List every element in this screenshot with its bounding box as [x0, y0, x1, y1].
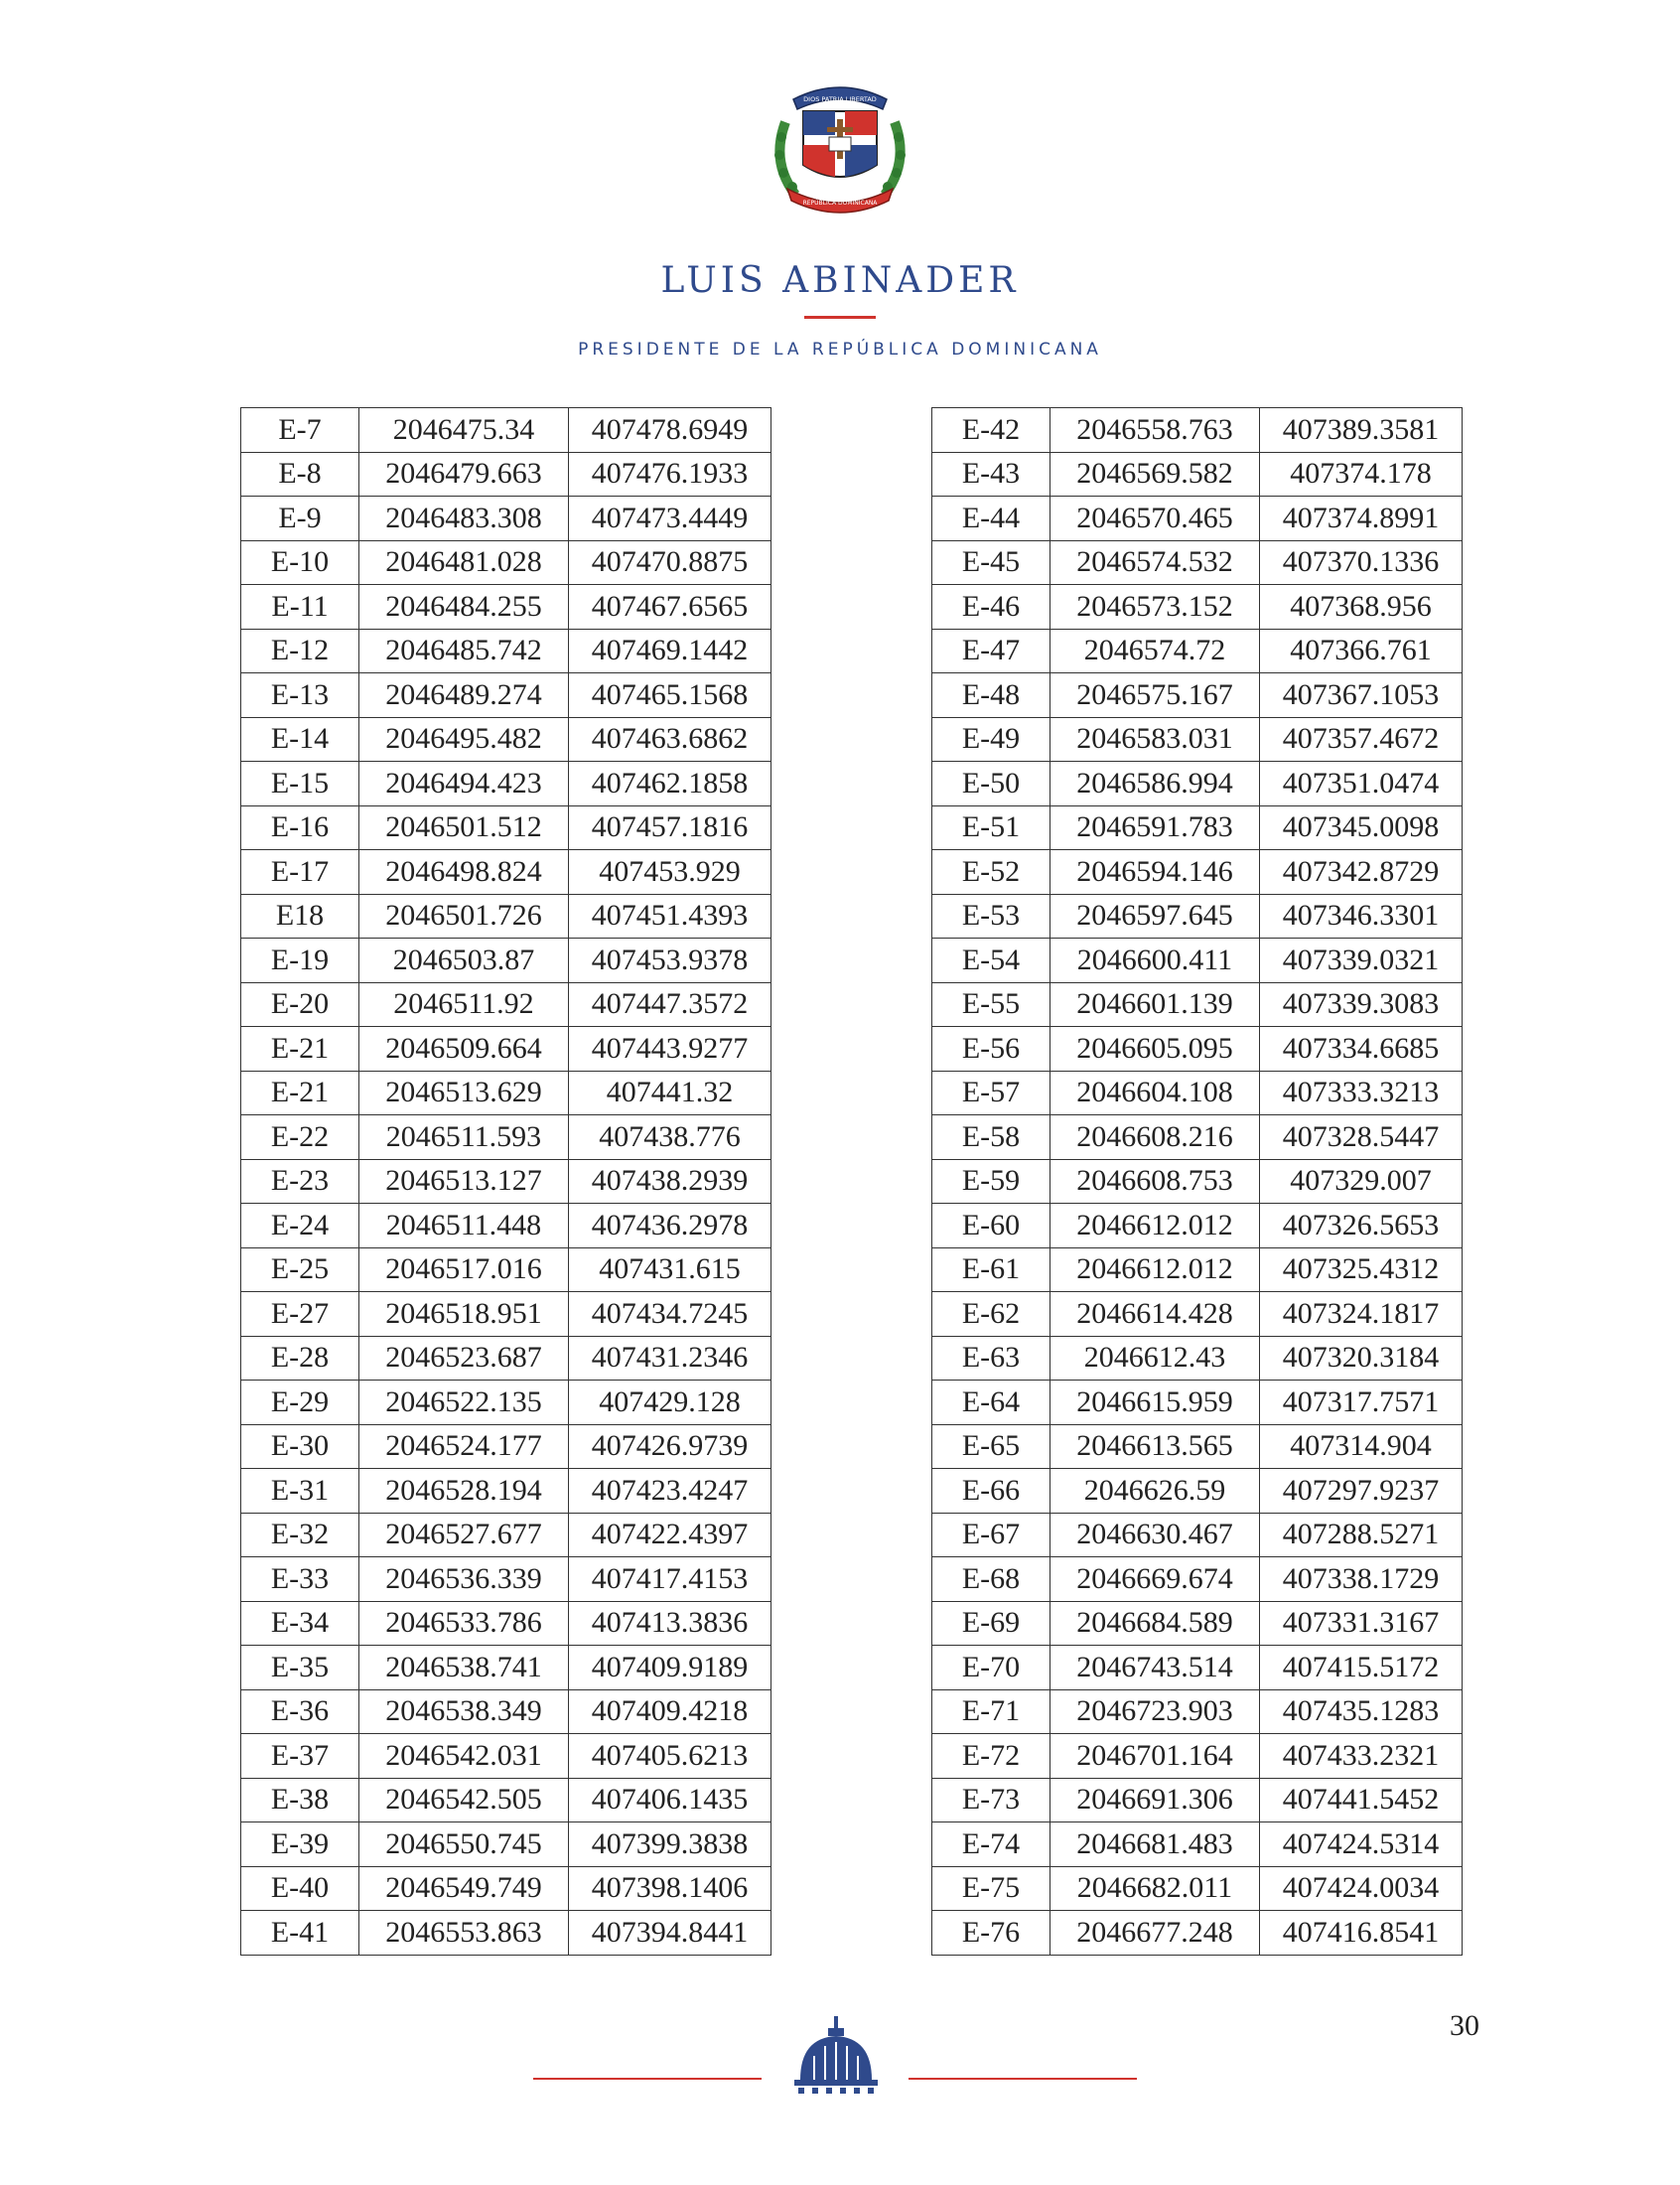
x-coordinate-cell: 2046511.92: [359, 982, 569, 1027]
table-row: [241, 1601, 771, 1646]
point-id-cell: E-28: [241, 1336, 359, 1381]
point-id-cell: E-42: [932, 408, 1050, 453]
x-coordinate-cell: 2046522.135: [359, 1381, 569, 1425]
x-coordinate-cell: 2046608.216: [1050, 1115, 1260, 1160]
point-id-cell: E-29: [241, 1381, 359, 1425]
y-coordinate-cell: 407324.1817: [1260, 1292, 1463, 1337]
point-id-cell: E-58: [932, 1115, 1050, 1160]
point-id-cell: E-57: [932, 1071, 1050, 1115]
x-coordinate-cell: 2046501.512: [359, 805, 569, 850]
y-coordinate-cell: 407441.32: [569, 1071, 771, 1115]
y-coordinate-cell: 407389.3581: [1260, 408, 1463, 453]
footer-rule-left: [533, 2078, 762, 2080]
y-coordinate-cell: 407473.4449: [569, 497, 771, 541]
x-coordinate-cell: 2046605.095: [1050, 1027, 1260, 1072]
page-subtitle: PRESIDENTE DE LA REPÚBLICA DOMINICANA: [578, 340, 1102, 360]
x-coordinate-cell: 2046604.108: [1050, 1071, 1260, 1115]
table-row: [241, 1646, 771, 1690]
y-coordinate-cell: 407465.1568: [569, 673, 771, 718]
x-coordinate-cell: 2046533.786: [359, 1601, 569, 1646]
table-row: [932, 939, 1463, 983]
table-row: [932, 497, 1463, 541]
point-id-cell: E-45: [932, 540, 1050, 585]
point-id-cell: E-50: [932, 762, 1050, 806]
table-row: [241, 1336, 771, 1381]
y-coordinate-cell: 407370.1336: [1260, 540, 1463, 585]
x-coordinate-cell: 2046513.629: [359, 1071, 569, 1115]
table-row: [932, 408, 1463, 453]
y-coordinate-cell: 407320.3184: [1260, 1336, 1463, 1381]
x-coordinate-cell: 2046509.664: [359, 1027, 569, 1072]
table-row: [932, 762, 1463, 806]
table-row: [932, 1159, 1463, 1204]
x-coordinate-cell: 2046574.72: [1050, 629, 1260, 673]
table-row: [241, 894, 771, 939]
table-row: [932, 629, 1463, 673]
coordinates-table-right: [931, 407, 1463, 1956]
table-row: [932, 850, 1463, 895]
x-coordinate-cell: 2046553.863: [359, 1911, 569, 1956]
y-coordinate-cell: 407367.1053: [1260, 673, 1463, 718]
point-id-cell: E-20: [241, 982, 359, 1027]
x-coordinate-cell: 2046549.749: [359, 1866, 569, 1911]
point-id-cell: E-61: [932, 1247, 1050, 1292]
point-id-cell: E-38: [241, 1778, 359, 1822]
point-id-cell: E-14: [241, 717, 359, 762]
y-coordinate-cell: 407399.3838: [569, 1822, 771, 1867]
table-row: [241, 1822, 771, 1867]
point-id-cell: E-46: [932, 585, 1050, 630]
x-coordinate-cell: 2046489.274: [359, 673, 569, 718]
x-coordinate-cell: 2046614.428: [1050, 1292, 1260, 1337]
x-coordinate-cell: 2046475.34: [359, 408, 569, 453]
x-coordinate-cell: 2046538.741: [359, 1646, 569, 1690]
x-coordinate-cell: 2046536.339: [359, 1557, 569, 1602]
table-row: [241, 452, 771, 497]
x-coordinate-cell: 2046513.127: [359, 1159, 569, 1204]
x-coordinate-cell: 2046575.167: [1050, 673, 1260, 718]
y-coordinate-cell: 407331.3167: [1260, 1601, 1463, 1646]
y-coordinate-cell: 407297.9237: [1260, 1469, 1463, 1514]
point-id-cell: E-47: [932, 629, 1050, 673]
table-row: [241, 1027, 771, 1072]
y-coordinate-cell: 407345.0098: [1260, 805, 1463, 850]
table-row: [241, 939, 771, 983]
table-row: [241, 717, 771, 762]
point-id-cell: E-17: [241, 850, 359, 895]
y-coordinate-cell: 407476.1933: [569, 452, 771, 497]
x-coordinate-cell: 2046479.663: [359, 452, 569, 497]
y-coordinate-cell: 407423.4247: [569, 1469, 771, 1514]
table-row: [932, 673, 1463, 718]
table-row: [932, 1513, 1463, 1557]
y-coordinate-cell: 407405.6213: [569, 1734, 771, 1779]
x-coordinate-cell: 2046494.423: [359, 762, 569, 806]
table-row: [932, 452, 1463, 497]
point-id-cell: E-52: [932, 850, 1050, 895]
y-coordinate-cell: 407441.5452: [1260, 1778, 1463, 1822]
y-coordinate-cell: 407409.4218: [569, 1689, 771, 1734]
coat-of-arms-icon: [766, 77, 914, 217]
table-row: [932, 1027, 1463, 1072]
y-coordinate-cell: 407422.4397: [569, 1513, 771, 1557]
point-id-cell: E-76: [932, 1911, 1050, 1956]
point-id-cell: E-21: [241, 1027, 359, 1072]
x-coordinate-cell: 2046483.308: [359, 497, 569, 541]
national-palace-dome-icon: [790, 2014, 882, 2100]
x-coordinate-cell: 2046558.763: [1050, 408, 1260, 453]
x-coordinate-cell: 2046677.248: [1050, 1911, 1260, 1956]
point-id-cell: E-48: [932, 673, 1050, 718]
y-coordinate-cell: 407431.2346: [569, 1336, 771, 1381]
y-coordinate-cell: 407415.5172: [1260, 1646, 1463, 1690]
point-id-cell: E-63: [932, 1336, 1050, 1381]
y-coordinate-cell: 407429.128: [569, 1381, 771, 1425]
y-coordinate-cell: 407417.4153: [569, 1557, 771, 1602]
x-coordinate-cell: 2046583.031: [1050, 717, 1260, 762]
y-coordinate-cell: 407453.9378: [569, 939, 771, 983]
x-coordinate-cell: 2046503.87: [359, 939, 569, 983]
table-row: [932, 894, 1463, 939]
y-coordinate-cell: 407463.6862: [569, 717, 771, 762]
x-coordinate-cell: 2046608.753: [1050, 1159, 1260, 1204]
point-id-cell: E-75: [932, 1866, 1050, 1911]
point-id-cell: E-8: [241, 452, 359, 497]
x-coordinate-cell: 2046550.745: [359, 1822, 569, 1867]
y-coordinate-cell: 407438.776: [569, 1115, 771, 1160]
table-row: [241, 1557, 771, 1602]
x-coordinate-cell: 2046542.031: [359, 1734, 569, 1779]
x-coordinate-cell: 2046528.194: [359, 1469, 569, 1514]
y-coordinate-cell: 407329.007: [1260, 1159, 1463, 1204]
y-coordinate-cell: 407374.178: [1260, 452, 1463, 497]
x-coordinate-cell: 2046612.012: [1050, 1204, 1260, 1248]
table-row: [241, 1115, 771, 1160]
x-coordinate-cell: 2046591.783: [1050, 805, 1260, 850]
x-coordinate-cell: 2046501.726: [359, 894, 569, 939]
point-id-cell: E-54: [932, 939, 1050, 983]
point-id-cell: E-34: [241, 1601, 359, 1646]
y-coordinate-cell: 407334.6685: [1260, 1027, 1463, 1072]
y-coordinate-cell: 407470.8875: [569, 540, 771, 585]
table-row: [932, 982, 1463, 1027]
table-row: [932, 717, 1463, 762]
point-id-cell: E-66: [932, 1469, 1050, 1514]
y-coordinate-cell: 407394.8441: [569, 1911, 771, 1956]
x-coordinate-cell: 2046518.951: [359, 1292, 569, 1337]
table-row: [932, 1778, 1463, 1822]
table-row: [241, 1911, 771, 1956]
table-row: [241, 762, 771, 806]
y-coordinate-cell: 407413.3836: [569, 1601, 771, 1646]
point-id-cell: E-74: [932, 1822, 1050, 1867]
point-id-cell: E-64: [932, 1381, 1050, 1425]
table-row: [932, 1866, 1463, 1911]
x-coordinate-cell: 2046524.177: [359, 1424, 569, 1469]
table-row: [241, 1381, 771, 1425]
x-coordinate-cell: 2046511.593: [359, 1115, 569, 1160]
table-row: [241, 585, 771, 630]
crest-banner-text: DIOS PATRIA LIBERTAD: [803, 95, 877, 103]
point-id-cell: E-12: [241, 629, 359, 673]
point-id-cell: E-49: [932, 717, 1050, 762]
x-coordinate-cell: 2046682.011: [1050, 1866, 1260, 1911]
x-coordinate-cell: 2046612.012: [1050, 1247, 1260, 1292]
y-coordinate-cell: 407467.6565: [569, 585, 771, 630]
point-id-cell: E-25: [241, 1247, 359, 1292]
x-coordinate-cell: 2046485.742: [359, 629, 569, 673]
table-row: [241, 497, 771, 541]
y-coordinate-cell: 407443.9277: [569, 1027, 771, 1072]
point-id-cell: E-33: [241, 1557, 359, 1602]
y-coordinate-cell: 407398.1406: [569, 1866, 771, 1911]
y-coordinate-cell: 407328.5447: [1260, 1115, 1463, 1160]
y-coordinate-cell: 407374.8991: [1260, 497, 1463, 541]
table-row: [241, 1247, 771, 1292]
point-id-cell: E-60: [932, 1204, 1050, 1248]
table-row: [932, 1071, 1463, 1115]
x-coordinate-cell: 2046523.687: [359, 1336, 569, 1381]
table-row: [241, 1469, 771, 1514]
y-coordinate-cell: 407434.7245: [569, 1292, 771, 1337]
table-row: [932, 585, 1463, 630]
y-coordinate-cell: 407436.2978: [569, 1204, 771, 1248]
point-id-cell: E-27: [241, 1292, 359, 1337]
table-row: [932, 1115, 1463, 1160]
table-row: [932, 1204, 1463, 1248]
table-row: [932, 1911, 1463, 1956]
point-id-cell: E-23: [241, 1159, 359, 1204]
point-id-cell: E-62: [932, 1292, 1050, 1337]
x-coordinate-cell: 2046723.903: [1050, 1689, 1260, 1734]
y-coordinate-cell: 407462.1858: [569, 762, 771, 806]
point-id-cell: E-68: [932, 1557, 1050, 1602]
y-coordinate-cell: 407339.3083: [1260, 982, 1463, 1027]
point-id-cell: E-71: [932, 1689, 1050, 1734]
x-coordinate-cell: 2046613.565: [1050, 1424, 1260, 1469]
y-coordinate-cell: 407314.904: [1260, 1424, 1463, 1469]
point-id-cell: E-36: [241, 1689, 359, 1734]
point-id-cell: E-22: [241, 1115, 359, 1160]
x-coordinate-cell: 2046586.994: [1050, 762, 1260, 806]
x-coordinate-cell: 2046517.016: [359, 1247, 569, 1292]
y-coordinate-cell: 407351.0474: [1260, 762, 1463, 806]
table-row: [241, 1734, 771, 1779]
point-id-cell: E-32: [241, 1513, 359, 1557]
x-coordinate-cell: 2046600.411: [1050, 939, 1260, 983]
table-row: [241, 1204, 771, 1248]
coordinates-table-left: [240, 407, 771, 1956]
x-coordinate-cell: 2046542.505: [359, 1778, 569, 1822]
y-coordinate-cell: 407317.7571: [1260, 1381, 1463, 1425]
point-id-cell: E-69: [932, 1601, 1050, 1646]
table-row: [241, 1513, 771, 1557]
x-coordinate-cell: 2046743.514: [1050, 1646, 1260, 1690]
table-row: [241, 1778, 771, 1822]
table-row: [241, 1159, 771, 1204]
x-coordinate-cell: 2046612.43: [1050, 1336, 1260, 1381]
point-id-cell: E-31: [241, 1469, 359, 1514]
point-id-cell: E-37: [241, 1734, 359, 1779]
table-row: [932, 1646, 1463, 1690]
y-coordinate-cell: 407338.1729: [1260, 1557, 1463, 1602]
table-row: [241, 673, 771, 718]
page-title: LUIS ABINADER: [660, 260, 1020, 301]
table-row: [932, 1292, 1463, 1337]
x-coordinate-cell: 2046597.645: [1050, 894, 1260, 939]
y-coordinate-cell: 407451.4393: [569, 894, 771, 939]
y-coordinate-cell: 407438.2939: [569, 1159, 771, 1204]
x-coordinate-cell: 2046669.674: [1050, 1557, 1260, 1602]
table-row: [932, 1381, 1463, 1425]
table-row: [932, 1601, 1463, 1646]
page-number: 30: [1450, 2009, 1479, 2042]
point-id-cell: E-73: [932, 1778, 1050, 1822]
table-row: [241, 982, 771, 1027]
table-row: [932, 1557, 1463, 1602]
point-id-cell: E-56: [932, 1027, 1050, 1072]
table-row: [932, 1689, 1463, 1734]
table-row: [241, 1866, 771, 1911]
x-coordinate-cell: 2046495.482: [359, 717, 569, 762]
point-id-cell: E18: [241, 894, 359, 939]
y-coordinate-cell: 407469.1442: [569, 629, 771, 673]
table-row: [241, 408, 771, 453]
y-coordinate-cell: 407357.4672: [1260, 717, 1463, 762]
x-coordinate-cell: 2046570.465: [1050, 497, 1260, 541]
point-id-cell: E-51: [932, 805, 1050, 850]
point-id-cell: E-7: [241, 408, 359, 453]
x-coordinate-cell: 2046626.59: [1050, 1469, 1260, 1514]
x-coordinate-cell: 2046569.582: [1050, 452, 1260, 497]
table-row: [932, 1734, 1463, 1779]
table-row: [241, 1071, 771, 1115]
x-coordinate-cell: 2046481.028: [359, 540, 569, 585]
point-id-cell: E-35: [241, 1646, 359, 1690]
point-id-cell: E-11: [241, 585, 359, 630]
x-coordinate-cell: 2046573.152: [1050, 585, 1260, 630]
point-id-cell: E-10: [241, 540, 359, 585]
footer-rule-right: [909, 2078, 1137, 2080]
x-coordinate-cell: 2046684.589: [1050, 1601, 1260, 1646]
point-id-cell: E-65: [932, 1424, 1050, 1469]
y-coordinate-cell: 407478.6949: [569, 408, 771, 453]
y-coordinate-cell: 407333.3213: [1260, 1071, 1463, 1115]
point-id-cell: E-15: [241, 762, 359, 806]
x-coordinate-cell: 2046538.349: [359, 1689, 569, 1734]
x-coordinate-cell: 2046511.448: [359, 1204, 569, 1248]
y-coordinate-cell: 407346.3301: [1260, 894, 1463, 939]
y-coordinate-cell: 407457.1816: [569, 805, 771, 850]
point-id-cell: E-72: [932, 1734, 1050, 1779]
table-row: [932, 805, 1463, 850]
table-row: [932, 1247, 1463, 1292]
point-id-cell: E-30: [241, 1424, 359, 1469]
y-coordinate-cell: 407409.9189: [569, 1646, 771, 1690]
table-row: [932, 1424, 1463, 1469]
table-row: [241, 629, 771, 673]
table-row: [241, 1424, 771, 1469]
y-coordinate-cell: 407416.8541: [1260, 1911, 1463, 1956]
y-coordinate-cell: 407426.9739: [569, 1424, 771, 1469]
table-row: [932, 1822, 1463, 1867]
point-id-cell: E-19: [241, 939, 359, 983]
x-coordinate-cell: 2046615.959: [1050, 1381, 1260, 1425]
point-id-cell: E-9: [241, 497, 359, 541]
table-row: [241, 850, 771, 895]
y-coordinate-cell: 407453.929: [569, 850, 771, 895]
x-coordinate-cell: 2046484.255: [359, 585, 569, 630]
point-id-cell: E-39: [241, 1822, 359, 1867]
y-coordinate-cell: 407431.615: [569, 1247, 771, 1292]
y-coordinate-cell: 407447.3572: [569, 982, 771, 1027]
x-coordinate-cell: 2046681.483: [1050, 1822, 1260, 1867]
y-coordinate-cell: 407325.4312: [1260, 1247, 1463, 1292]
x-coordinate-cell: 2046574.532: [1050, 540, 1260, 585]
x-coordinate-cell: 2046691.306: [1050, 1778, 1260, 1822]
point-id-cell: E-59: [932, 1159, 1050, 1204]
table-row: [932, 540, 1463, 585]
y-coordinate-cell: 407339.0321: [1260, 939, 1463, 983]
table-row: [932, 1336, 1463, 1381]
y-coordinate-cell: 407368.956: [1260, 585, 1463, 630]
point-id-cell: E-55: [932, 982, 1050, 1027]
point-id-cell: E-53: [932, 894, 1050, 939]
y-coordinate-cell: 407435.1283: [1260, 1689, 1463, 1734]
table-row: [241, 1292, 771, 1337]
table-row: [241, 540, 771, 585]
x-coordinate-cell: 2046601.139: [1050, 982, 1260, 1027]
x-coordinate-cell: 2046701.164: [1050, 1734, 1260, 1779]
y-coordinate-cell: 407433.2321: [1260, 1734, 1463, 1779]
point-id-cell: E-13: [241, 673, 359, 718]
x-coordinate-cell: 2046498.824: [359, 850, 569, 895]
table-row: [932, 1469, 1463, 1514]
y-coordinate-cell: 407424.0034: [1260, 1866, 1463, 1911]
point-id-cell: E-40: [241, 1866, 359, 1911]
point-id-cell: E-16: [241, 805, 359, 850]
table-row: [241, 1689, 771, 1734]
y-coordinate-cell: 407406.1435: [569, 1778, 771, 1822]
x-coordinate-cell: 2046594.146: [1050, 850, 1260, 895]
y-coordinate-cell: 407342.8729: [1260, 850, 1463, 895]
table-row: [241, 805, 771, 850]
x-coordinate-cell: 2046527.677: [359, 1513, 569, 1557]
y-coordinate-cell: 407366.761: [1260, 629, 1463, 673]
point-id-cell: E-70: [932, 1646, 1050, 1690]
title-underline: [804, 316, 876, 319]
y-coordinate-cell: 407326.5653: [1260, 1204, 1463, 1248]
point-id-cell: E-24: [241, 1204, 359, 1248]
point-id-cell: E-21: [241, 1071, 359, 1115]
y-coordinate-cell: 407288.5271: [1260, 1513, 1463, 1557]
y-coordinate-cell: 407424.5314: [1260, 1822, 1463, 1867]
point-id-cell: E-44: [932, 497, 1050, 541]
point-id-cell: E-67: [932, 1513, 1050, 1557]
point-id-cell: E-41: [241, 1911, 359, 1956]
x-coordinate-cell: 2046630.467: [1050, 1513, 1260, 1557]
crest-ribbon-text: REPÚBLICA DOMINICANA: [802, 200, 878, 207]
point-id-cell: E-43: [932, 452, 1050, 497]
